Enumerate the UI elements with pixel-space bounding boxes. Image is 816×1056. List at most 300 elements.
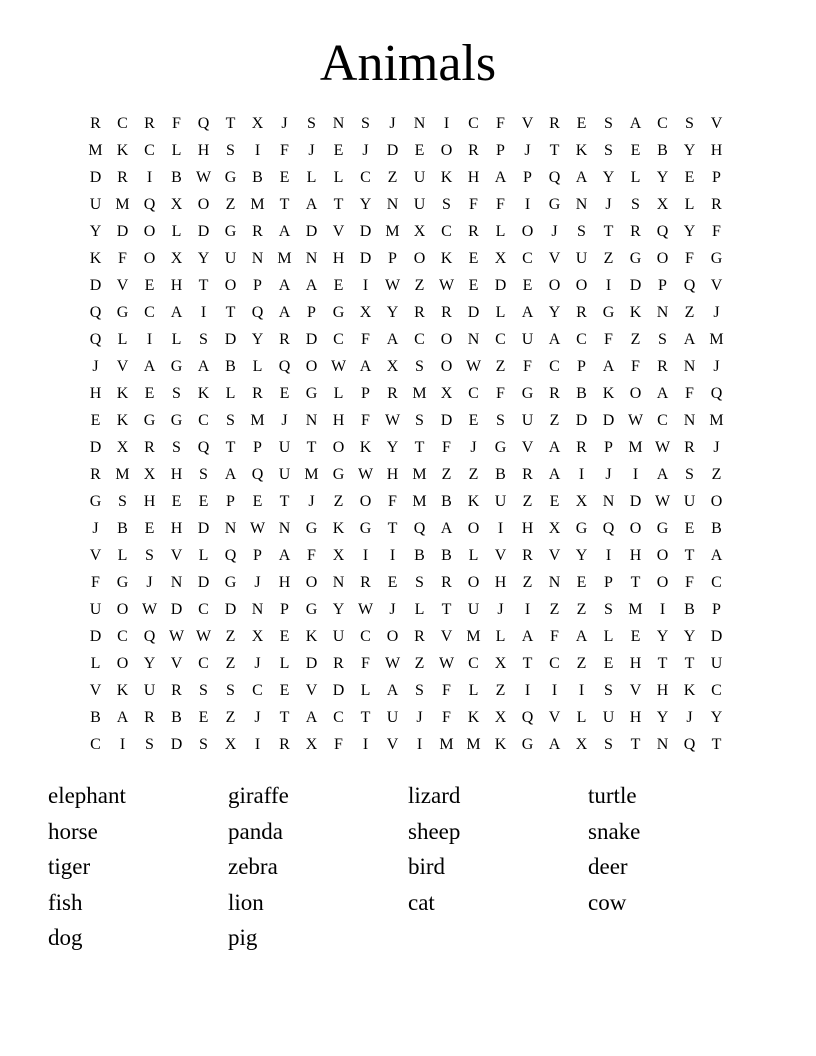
grid-letter: D	[467, 304, 480, 321]
grid-letter: C	[198, 412, 209, 429]
grid-letter: L	[414, 601, 425, 618]
grid-letter: I	[605, 277, 612, 294]
grid-letter: J	[92, 358, 99, 375]
grid-letter: H	[521, 520, 534, 537]
grid-letter: Z	[684, 304, 695, 321]
grid-letter: U	[575, 250, 588, 267]
grid-letter: T	[279, 493, 290, 510]
grid-letter: J	[713, 439, 720, 456]
grid-letter: N	[305, 250, 318, 267]
grid-letter: S	[145, 736, 154, 753]
grid-letter: Y	[575, 547, 588, 564]
grid-letter: X	[143, 466, 156, 483]
grid-letter: R	[279, 331, 290, 348]
grid-letter: I	[416, 736, 423, 753]
grid-letter: K	[467, 493, 480, 510]
grid-letter: T	[333, 196, 344, 213]
grid-letter: N	[602, 493, 615, 510]
grid-letter: D	[197, 574, 210, 591]
grid-letter: S	[415, 358, 424, 375]
grid-letter: P	[712, 601, 721, 618]
grid-letter: J	[281, 115, 288, 132]
grid-letter: H	[197, 142, 210, 159]
grid-letter: J	[254, 574, 261, 591]
grid-letter: C	[144, 142, 155, 159]
grid-letter: D	[89, 277, 102, 294]
grid-letter: F	[361, 412, 370, 429]
grid-letter: A	[521, 304, 534, 321]
grid-letter: K	[440, 250, 453, 267]
grid-letter: R	[387, 385, 398, 402]
grid-letter: E	[279, 385, 290, 402]
grid-letter: E	[333, 142, 344, 159]
grid-letter: A	[575, 169, 588, 186]
grid-letter: Q	[548, 169, 561, 186]
grid-letter: K	[305, 628, 318, 645]
grid-letter: O	[359, 493, 372, 510]
grid-letter: F	[496, 196, 505, 213]
grid-letter: L	[171, 331, 182, 348]
grid-letter: Q	[251, 466, 264, 483]
grid-letter: V	[710, 115, 723, 132]
grid-letter: L	[468, 547, 479, 564]
grid-letter: I	[524, 601, 531, 618]
grid-letter: C	[711, 574, 722, 591]
grid-letter: O	[413, 250, 426, 267]
grid-letter: N	[575, 196, 588, 213]
grid-letter: R	[117, 169, 128, 186]
grid-letter: L	[333, 169, 344, 186]
grid-letter: E	[576, 115, 587, 132]
grid-letter: Y	[710, 709, 723, 726]
grid-letter: F	[172, 115, 181, 132]
grid-letter: O	[656, 250, 669, 267]
grid-letter: X	[170, 196, 183, 213]
grid-letter: G	[332, 304, 345, 321]
grid-letter: S	[415, 412, 424, 429]
grid-letter: U	[332, 628, 345, 645]
word-list-item: horse	[48, 818, 98, 844]
grid-letter: L	[252, 358, 263, 375]
grid-letter: X	[548, 520, 561, 537]
grid-letter: A	[548, 439, 561, 456]
grid-letter: C	[198, 655, 209, 672]
grid-letter: R	[441, 304, 452, 321]
grid-letter: Y	[332, 601, 345, 618]
grid-letter: A	[602, 358, 615, 375]
grid-letter: I	[146, 331, 153, 348]
grid-letter: P	[361, 385, 370, 402]
word-list-item: deer	[588, 854, 628, 880]
grid-letter: H	[629, 655, 642, 672]
grid-letter: M	[628, 439, 643, 456]
grid-letter: T	[225, 304, 236, 321]
grid-letter: L	[117, 547, 128, 564]
grid-letter: T	[198, 277, 209, 294]
grid-letter: F	[361, 331, 370, 348]
grid-letter: R	[549, 115, 560, 132]
grid-letter: R	[360, 574, 371, 591]
grid-letter: T	[306, 439, 317, 456]
grid-letter: C	[90, 736, 101, 753]
grid-letter: Z	[225, 196, 236, 213]
grid-letter: X	[575, 493, 588, 510]
word-list-item: cat	[408, 889, 435, 915]
grid-letter: N	[332, 574, 345, 591]
grid-letter: D	[332, 682, 345, 699]
grid-letter: S	[685, 466, 694, 483]
grid-letter: F	[361, 655, 370, 672]
grid-letter: C	[360, 169, 371, 186]
grid-letter: D	[116, 223, 129, 240]
grid-letter: H	[629, 547, 642, 564]
grid-letter: S	[226, 142, 235, 159]
word-list-item: lizard	[408, 783, 461, 808]
grid-letter: M	[412, 466, 427, 483]
word-list	[48, 781, 768, 959]
grid-letter: N	[656, 304, 669, 321]
grid-letter: M	[466, 628, 481, 645]
grid-letter: S	[361, 115, 370, 132]
grid-letter: X	[170, 250, 183, 267]
grid-letter: W	[384, 277, 401, 294]
grid-letter: S	[145, 547, 154, 564]
grid-letter: G	[494, 439, 507, 456]
grid-letter: L	[603, 628, 614, 645]
grid-letter: J	[389, 115, 396, 132]
grid-letter: Q	[197, 439, 210, 456]
grid-letter: D	[386, 142, 399, 159]
grid-letter: C	[117, 115, 128, 132]
grid-letter: D	[305, 331, 318, 348]
grid-letter: F	[496, 385, 505, 402]
grid-letter: O	[440, 331, 453, 348]
grid-letter: G	[305, 601, 318, 618]
grid-letter: V	[386, 736, 399, 753]
grid-letter: W	[357, 601, 374, 618]
grid-letter: G	[656, 520, 669, 537]
grid-letter: A	[683, 331, 696, 348]
grid-letter: U	[386, 709, 399, 726]
grid-letter: D	[170, 736, 183, 753]
grid-letter: K	[494, 736, 507, 753]
grid-letter: A	[521, 628, 534, 645]
word-list-item: snake	[588, 818, 641, 844]
grid-letter: D	[359, 250, 372, 267]
grid-letter: Y	[656, 628, 669, 645]
grid-letter: Z	[225, 655, 236, 672]
word-list-item: bird	[408, 854, 446, 880]
grid-letter: E	[522, 277, 533, 294]
grid-letter: A	[278, 304, 291, 321]
grid-letter: B	[711, 520, 722, 537]
grid-letter: J	[686, 709, 693, 726]
grid-letter: E	[144, 385, 155, 402]
grid-letter: U	[602, 709, 615, 726]
grid-letter: V	[89, 547, 102, 564]
grid-letter: L	[171, 223, 182, 240]
grid-letter: K	[440, 169, 453, 186]
grid-letter: I	[524, 196, 531, 213]
grid-letter: Q	[143, 196, 156, 213]
grid-letter: A	[710, 547, 723, 564]
grid-letter: G	[143, 412, 156, 429]
grid-letter: U	[278, 439, 291, 456]
grid-letter: M	[709, 412, 724, 429]
grid-letter: I	[254, 142, 261, 159]
grid-letter: E	[198, 709, 209, 726]
grid-letter: M	[277, 250, 292, 267]
grid-letter: G	[548, 196, 561, 213]
grid-letter: G	[116, 574, 129, 591]
grid-letter: M	[628, 601, 643, 618]
grid-letter: M	[385, 223, 400, 240]
grid-letter: U	[683, 493, 696, 510]
grid-letter: Q	[89, 304, 102, 321]
grid-letter: S	[604, 142, 613, 159]
grid-letter: Z	[576, 601, 587, 618]
grid-letter: I	[551, 682, 558, 699]
grid-letter: L	[279, 655, 290, 672]
grid-letter: Y	[386, 304, 399, 321]
grid-letter: O	[629, 385, 642, 402]
grid-letter: J	[254, 655, 261, 672]
grid-letter: E	[387, 574, 398, 591]
grid-letter: U	[413, 196, 426, 213]
grid-letter: Z	[495, 358, 506, 375]
grid-letter: J	[362, 142, 369, 159]
grid-letter: Y	[656, 709, 669, 726]
grid-letter: F	[631, 358, 640, 375]
grid-letter: Q	[683, 277, 696, 294]
grid-letter: I	[362, 547, 369, 564]
grid-letter: V	[305, 682, 318, 699]
grid-letter: J	[713, 358, 720, 375]
grid-letter: M	[412, 385, 427, 402]
grid-letter: N	[305, 412, 318, 429]
grid-letter: Q	[710, 385, 723, 402]
grid-letter: N	[413, 115, 426, 132]
grid-letter: R	[468, 223, 479, 240]
grid-letter: S	[496, 412, 505, 429]
grid-letter: T	[225, 439, 236, 456]
grid-letter: V	[170, 547, 183, 564]
grid-letter: N	[251, 250, 264, 267]
grid-letter: P	[388, 250, 397, 267]
grid-letter: K	[89, 250, 102, 267]
grid-letter: E	[468, 412, 479, 429]
grid-letter: J	[281, 412, 288, 429]
grid-letter: U	[710, 655, 723, 672]
grid-letter: G	[305, 385, 318, 402]
grid-letter: W	[330, 358, 347, 375]
word-list-item: cow	[588, 889, 627, 915]
grid-letter: D	[575, 412, 588, 429]
grid-letter: R	[144, 115, 155, 132]
grid-letter: S	[631, 196, 640, 213]
word-list-item: tiger	[48, 854, 91, 880]
grid-letter: B	[495, 466, 506, 483]
grid-letter: T	[684, 547, 695, 564]
grid-letter: Q	[251, 304, 264, 321]
grid-letter: A	[116, 709, 129, 726]
grid-letter: G	[116, 304, 129, 321]
grid-letter: D	[305, 655, 318, 672]
grid-letter: H	[710, 142, 723, 159]
grid-letter: C	[711, 682, 722, 699]
grid-letter: T	[360, 709, 371, 726]
grid-letter: P	[577, 358, 586, 375]
grid-letter: Y	[197, 250, 210, 267]
grid-letter: A	[548, 466, 561, 483]
grid-letter: F	[307, 547, 316, 564]
grid-letter: P	[307, 304, 316, 321]
grid-letter: B	[441, 547, 452, 564]
grid-letter: S	[604, 736, 613, 753]
grid-letter: M	[88, 142, 103, 159]
grid-letter: P	[604, 439, 613, 456]
grid-letter: A	[656, 466, 669, 483]
grid-letter: Q	[197, 115, 210, 132]
grid-letter: H	[170, 277, 183, 294]
grid-letter: T	[630, 736, 641, 753]
grid-letter: X	[251, 628, 264, 645]
grid-letter: R	[90, 115, 101, 132]
grid-letter: R	[468, 142, 479, 159]
grid-letter: J	[389, 601, 396, 618]
grid-letter: B	[657, 142, 668, 159]
grid-letter: H	[656, 682, 669, 699]
grid-letter: E	[252, 493, 263, 510]
grid-letter: R	[414, 304, 425, 321]
grid-letter: B	[171, 709, 182, 726]
grid-letter: E	[144, 520, 155, 537]
grid-letter: I	[362, 736, 369, 753]
grid-letter: B	[684, 601, 695, 618]
grid-letter: A	[359, 358, 372, 375]
grid-letter: W	[438, 655, 455, 672]
grid-letter: U	[494, 493, 507, 510]
grid-letter: F	[685, 250, 694, 267]
grid-letter: V	[548, 709, 561, 726]
grid-letter: B	[225, 358, 236, 375]
grid-letter: D	[89, 439, 102, 456]
grid-letter: X	[305, 736, 318, 753]
grid-letter: Z	[441, 466, 452, 483]
grid-letter: X	[440, 385, 453, 402]
grid-letter: X	[656, 196, 669, 213]
grid-letter: S	[604, 682, 613, 699]
grid-letter: J	[416, 709, 423, 726]
grid-letter: T	[441, 601, 452, 618]
grid-letter: W	[465, 358, 482, 375]
grid-letter: J	[551, 223, 558, 240]
grid-letter: F	[442, 682, 451, 699]
grid-letter: I	[389, 547, 396, 564]
grid-letter: Z	[225, 628, 236, 645]
grid-letter: O	[440, 142, 453, 159]
grid-letter: C	[144, 304, 155, 321]
grid-letter: E	[198, 493, 209, 510]
grid-letter: X	[494, 655, 507, 672]
grid-letter: W	[357, 466, 374, 483]
grid-letter: S	[118, 493, 127, 510]
grid-letter: O	[575, 277, 588, 294]
grid-letter: F	[442, 709, 451, 726]
grid-letter: D	[197, 223, 210, 240]
grid-letter: F	[604, 331, 613, 348]
grid-letter: V	[629, 682, 642, 699]
grid-letter: I	[578, 466, 585, 483]
grid-letter: A	[440, 520, 453, 537]
grid-letter: Z	[603, 250, 614, 267]
grid-letter: S	[415, 574, 424, 591]
grid-letter: Z	[522, 493, 533, 510]
grid-letter: L	[495, 628, 506, 645]
grid-letter: J	[524, 142, 531, 159]
grid-letter: Y	[386, 439, 399, 456]
grid-letter: R	[576, 439, 587, 456]
letter-grid	[82, 114, 730, 762]
grid-letter: S	[442, 196, 451, 213]
grid-letter: A	[278, 277, 291, 294]
grid-letter: C	[468, 385, 479, 402]
grid-letter: D	[170, 601, 183, 618]
grid-letter: Z	[711, 466, 722, 483]
grid-letter: C	[522, 250, 533, 267]
grid-letter: K	[116, 385, 129, 402]
grid-letter: H	[278, 574, 291, 591]
grid-letter: F	[442, 439, 451, 456]
grid-letter: D	[89, 169, 102, 186]
grid-letter: M	[250, 196, 265, 213]
grid-letter: D	[494, 277, 507, 294]
grid-letter: F	[334, 736, 343, 753]
grid-letter: L	[117, 331, 128, 348]
grid-letter: L	[630, 169, 641, 186]
grid-letter: W	[249, 520, 266, 537]
grid-letter: P	[253, 277, 262, 294]
grid-letter: P	[712, 169, 721, 186]
grid-letter: F	[685, 574, 694, 591]
grid-letter: S	[307, 115, 316, 132]
grid-letter: Y	[143, 655, 156, 672]
grid-letter: U	[278, 466, 291, 483]
grid-letter: C	[414, 331, 425, 348]
grid-letter: N	[683, 412, 696, 429]
grid-letter: G	[224, 574, 237, 591]
grid-letter: U	[521, 412, 534, 429]
grid-letter: F	[388, 493, 397, 510]
grid-letter: M	[439, 736, 454, 753]
grid-letter: W	[168, 628, 185, 645]
grid-letter: I	[605, 547, 612, 564]
grid-letter: O	[656, 574, 669, 591]
grid-letter: I	[200, 304, 207, 321]
grid-letter: M	[466, 736, 481, 753]
grid-letter: A	[386, 331, 399, 348]
grid-letter: E	[684, 169, 695, 186]
grid-letter: Z	[522, 574, 533, 591]
grid-letter: Q	[143, 628, 156, 645]
grid-letter: O	[143, 250, 156, 267]
grid-letter: K	[359, 439, 372, 456]
grid-letter: N	[386, 196, 399, 213]
grid-letter: W	[627, 412, 644, 429]
grid-letter: D	[359, 223, 372, 240]
grid-letter: N	[251, 601, 264, 618]
grid-letter: R	[549, 385, 560, 402]
